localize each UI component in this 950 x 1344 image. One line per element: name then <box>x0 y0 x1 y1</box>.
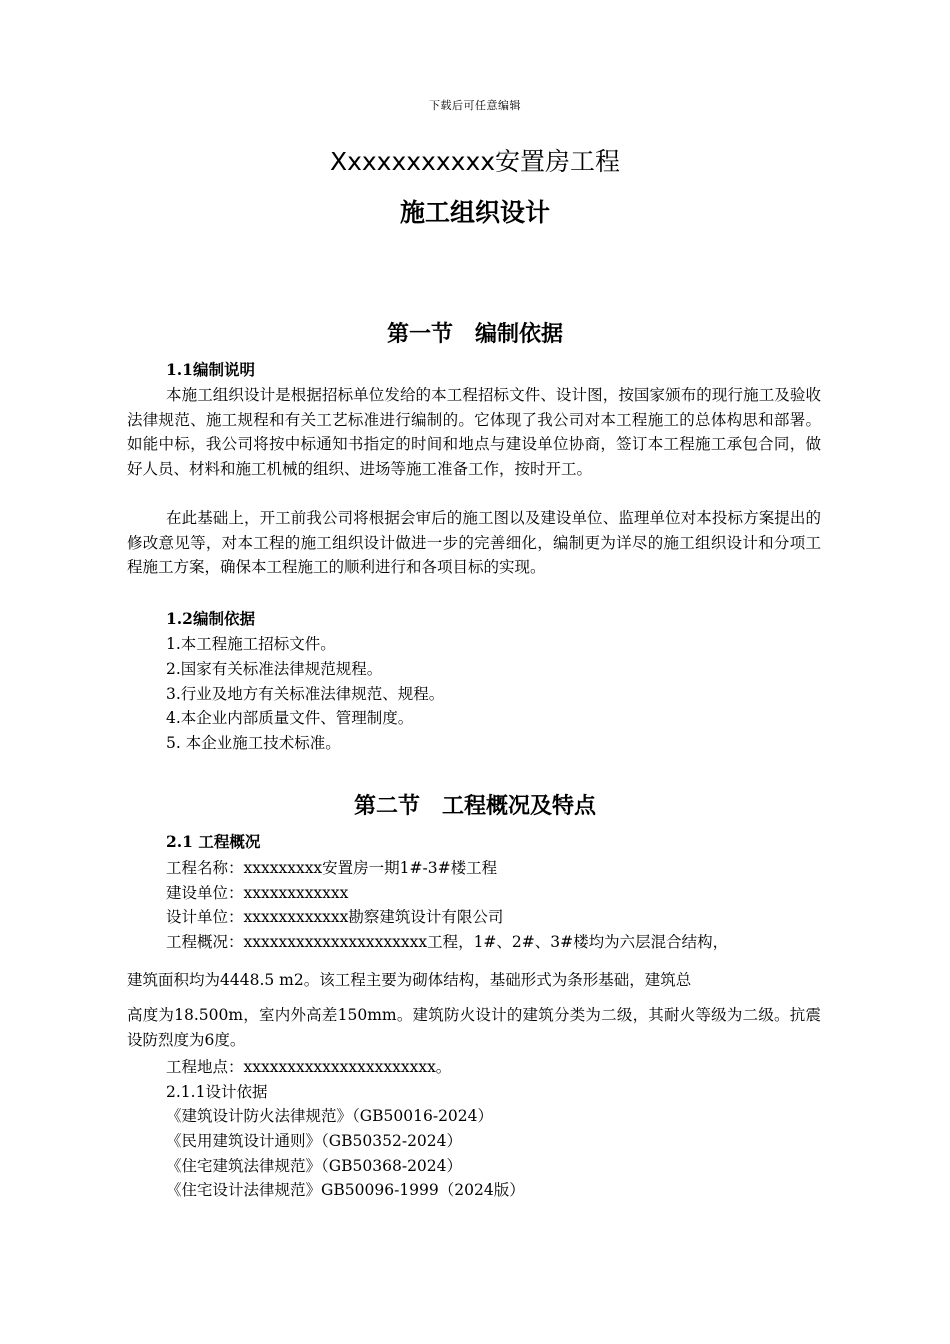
subheading-2-1: 2.1 工程概况 <box>166 832 261 851</box>
document-subtitle: 施工组织设计 <box>399 198 550 227</box>
basis-item: 《民用建筑设计通则》（GB50352-2024） <box>166 1132 463 1150</box>
overview-line-1: 工程概况：xxxxxxxxxxxxxxxxxxxxx工程，1#、2#、3#楼均为六层混合结构， <box>166 933 729 951</box>
section-heading-1: 第一节 编制依据 <box>386 322 563 347</box>
project-name: 工程名称：xxxxxxxxx安置房一期1#-3#楼工程 <box>166 859 498 877</box>
list-item: 1.本工程施工招标文件。 <box>166 635 336 653</box>
builder: 建设单位：xxxxxxxxxxxx <box>166 884 349 902</box>
designer: 设计单位：xxxxxxxxxxxx勘察建筑设计有限公司 <box>166 908 504 926</box>
basis-item: 《住宅设计法律规范》GB50096-1999（2024版） <box>166 1181 525 1199</box>
document-title: Xxxxxxxxxxx安置房工程 <box>329 147 621 176</box>
subheading-1-1: 1.1编制说明 <box>166 360 255 379</box>
list-item: 4.本企业内部质量文件、管理制度。 <box>166 709 414 727</box>
list-item: 3.行业及地方有关标准法律规范、规程。 <box>166 685 445 703</box>
overview-line-2: 建筑面积均为4448.5 m2。该工程主要为砌体结构，基础形式为条形基础，建筑总 <box>127 971 692 989</box>
list-item: 2.国家有关标准法律规范规程。 <box>166 660 383 678</box>
location: 工程地点：xxxxxxxxxxxxxxxxxxxxxx。 <box>166 1058 452 1076</box>
basis-item: 《住宅建筑法律规范》（GB50368-2024） <box>166 1157 463 1175</box>
basis-item: 《建筑设计防火法律规范》（GB50016-2024） <box>166 1107 494 1125</box>
subheading-1-2: 1.2编制依据 <box>166 609 255 628</box>
paragraph-2: 在此基础上，开工前我公司将根据会审后的施工图以及建设单位、监理单位对本投标方案提出的修改意见等，对本工程的施工组织设计做进一步的完善细化，编制更为详尽的施工组织设计和分项工程施工方案，确保本工程施工的顺利进行和各项目标的实现。 <box>127 509 821 577</box>
basis-heading: 2.1.1设计依据 <box>166 1083 268 1101</box>
section-heading-2: 第二节 工程概况及特点 <box>353 794 596 819</box>
list-item: 5. 本企业施工技术标准。 <box>166 734 341 752</box>
header-note: 下载后可任意编辑 <box>429 99 521 112</box>
paragraph-1: 本施工组织设计是根据招标单位发给的本工程招标文件、设计图，按国家颁布的现行施工及验收法律规范、施工规程和有关工艺标准进行编制的。它体现了我公司对本工程施工的总体构思和部署。如能中标，我公司将按中标通知书指定的时间和地点与建设单位协商，签订本工程施工承包合同，做好人员、材料和施工机械的组织、进场等施工准备工作，按时开工。 <box>127 386 821 478</box>
overview-rest: 高度为18.500m，室内外高差150mm。建筑防火设计的建筑分类为二级，其耐火等级为二级。抗震设防烈度为6度。 <box>127 1006 821 1049</box>
